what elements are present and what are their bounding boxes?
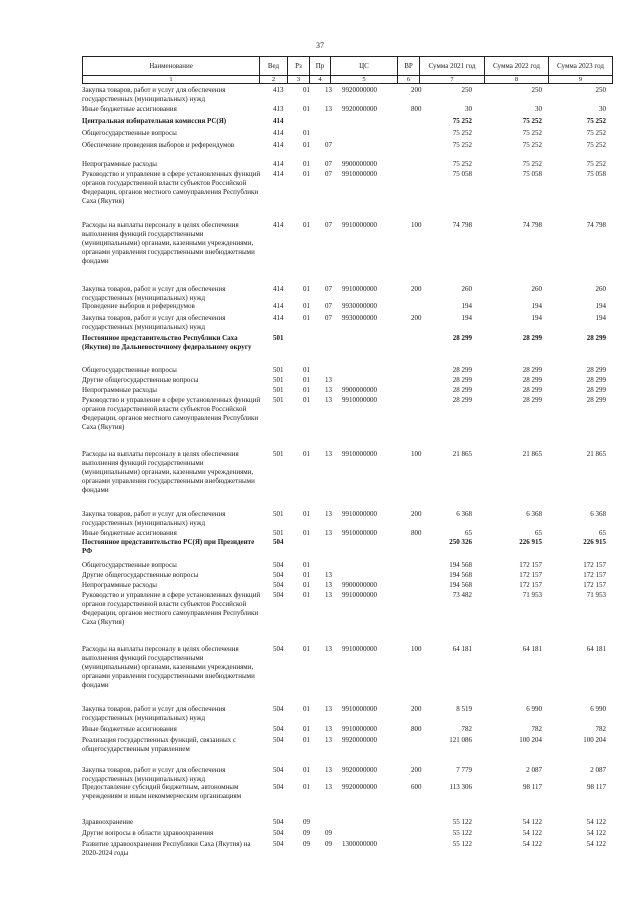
cell-ved: 504 <box>273 783 284 791</box>
cell-cs: 9910000000 <box>342 725 377 733</box>
cell-name: Иные бюджетные ассигнования <box>82 725 177 733</box>
cell-pr: 13 <box>325 86 332 94</box>
cell-ved: 504 <box>273 591 284 599</box>
cell-sum-2022: 28 299 <box>522 396 542 404</box>
cell-sum-2023: 100 204 <box>583 736 606 744</box>
cell-sum-2023: 194 <box>595 314 606 322</box>
cell-rz: 01 <box>303 645 310 653</box>
cell-vr: 200 <box>411 705 422 713</box>
cell-sum-2023: 75 058 <box>586 170 606 178</box>
cell-sum-2021: 113 306 <box>449 783 472 791</box>
cell-sum-2023: 98 117 <box>587 783 606 791</box>
cell-pr: 07 <box>325 314 332 322</box>
cell-name: Закупка товаров, работ и услуг для обеспечения государственных (муниципальных) нужд <box>82 766 226 783</box>
header-sum-2022: Сумма 2022 год <box>485 57 549 76</box>
page-number: 37 <box>316 41 324 50</box>
cell-sum-2021: 194 <box>461 314 472 322</box>
cell-sum-2023: 172 157 <box>583 571 606 579</box>
cell-pr: 13 <box>325 736 332 744</box>
cell-name: Другие общегосударственные вопросы <box>82 376 199 384</box>
cell-sum-2022: 75 252 <box>522 141 542 149</box>
cell-name: Расходы на выплаты персоналу в целях обеспечения выполнения функций государственными (муниципальными) органами, казенными учреждениями, органами управления государственными внебюджетными фондами <box>82 221 255 265</box>
cell-pr: 13 <box>325 783 332 791</box>
cell-rz: 01 <box>303 561 310 569</box>
cell-sum-2022: 74 798 <box>522 221 542 229</box>
cell-pr: 07 <box>325 141 332 149</box>
cell-sum-2023: 172 157 <box>583 561 606 569</box>
cell-sum-2021: 28 299 <box>452 366 472 374</box>
cell-ved: 414 <box>273 302 284 310</box>
cell-name: Другие общегосударственные вопросы <box>82 571 199 579</box>
cell-vr: 100 <box>411 450 422 458</box>
cell-name: Закупка товаров, работ и услуг для обеспечения государственных (муниципальных) нужд <box>82 510 226 527</box>
header-number: 2 <box>260 76 288 84</box>
cell-sum-2021: 121 086 <box>449 736 472 744</box>
cell-sum-2021: 782 <box>461 725 472 733</box>
cell-ved: 414 <box>273 285 284 293</box>
header-cs: ЦС <box>331 57 398 76</box>
cell-ved: 414 <box>273 160 284 168</box>
cell-pr: 13 <box>325 645 332 653</box>
cell-sum-2022: 172 157 <box>519 571 542 579</box>
cell-rz: 01 <box>303 766 310 774</box>
cell-cs: 9910000000 <box>342 396 377 404</box>
cell-sum-2023: 21 865 <box>586 450 606 458</box>
cell-vr: 100 <box>411 221 422 229</box>
cell-pr: 13 <box>325 591 332 599</box>
cell-sum-2023: 75 252 <box>586 160 606 168</box>
cell-name: Развитие здравоохранения Республики Саха (Якутия) на 2020-2024 годы <box>82 840 251 857</box>
header-rz: Рз <box>288 57 310 76</box>
cell-rz: 01 <box>303 705 310 713</box>
cell-sum-2021: 21 865 <box>452 450 472 458</box>
cell-pr: 07 <box>325 170 332 178</box>
cell-sum-2021: 64 181 <box>452 645 472 653</box>
cell-cs: 9930000000 <box>342 302 377 310</box>
cell-sum-2021: 28 299 <box>452 396 472 404</box>
cell-cs: 9910000000 <box>342 705 377 713</box>
cell-ved: 504 <box>273 581 284 589</box>
cell-name: Руководство и управление в сфере установленных функций органов государственной власти субъектов Российской Федерации, органов местного самоуправления Республики Саха (Якутия) <box>82 396 261 431</box>
cell-name: Центральная избирательная комиссия РС(Я) <box>82 117 227 125</box>
cell-sum-2021: 194 568 <box>449 581 472 589</box>
cell-cs: 9900000000 <box>342 386 377 394</box>
cell-name: Постоянное представительство РС(Я) при Президенте РФ <box>82 538 255 555</box>
cell-pr: 07 <box>325 160 332 168</box>
cell-cs: 9910000000 <box>342 170 377 178</box>
cell-name: Обеспечение проведения выборов и референдумов <box>82 141 235 149</box>
cell-sum-2021: 65 <box>465 529 472 537</box>
cell-sum-2021: 260 <box>461 285 472 293</box>
cell-vr: 800 <box>411 529 422 537</box>
cell-cs: 1300000000 <box>342 840 377 848</box>
cell-cs: 9930000000 <box>342 314 377 322</box>
cell-cs: 9920000000 <box>342 783 377 791</box>
cell-sum-2022: 98 117 <box>523 783 542 791</box>
cell-ved: 504 <box>273 645 284 653</box>
cell-sum-2023: 65 <box>599 529 606 537</box>
cell-sum-2021: 55 122 <box>452 818 472 826</box>
cell-sum-2021: 194 <box>461 302 472 310</box>
cell-sum-2022: 64 181 <box>522 645 542 653</box>
cell-rz: 01 <box>303 581 310 589</box>
cell-ved: 501 <box>273 386 284 394</box>
cell-sum-2022: 2 087 <box>526 766 542 774</box>
cell-ved: 504 <box>273 818 284 826</box>
cell-cs: 9920000000 <box>342 105 377 113</box>
cell-sum-2023: 6 990 <box>590 705 606 713</box>
cell-vr: 100 <box>411 645 422 653</box>
cell-sum-2022: 28 299 <box>522 376 542 384</box>
cell-sum-2022: 71 953 <box>522 591 542 599</box>
cell-ved: 501 <box>273 366 284 374</box>
cell-sum-2021: 75 058 <box>452 170 472 178</box>
cell-sum-2023: 64 181 <box>586 645 606 653</box>
cell-rz: 01 <box>303 366 310 374</box>
cell-pr: 13 <box>325 766 332 774</box>
cell-pr: 13 <box>325 529 332 537</box>
cell-rz: 01 <box>303 314 310 322</box>
cell-ved: 501 <box>273 334 284 342</box>
cell-sum-2021: 74 798 <box>452 221 472 229</box>
cell-sum-2022: 54 122 <box>522 829 542 837</box>
cell-sum-2023: 28 299 <box>586 366 606 374</box>
cell-sum-2021: 55 122 <box>452 829 472 837</box>
cell-name: Руководство и управление в сфере установленных функций органов государственной власти субъектов Российской Федерации, органов местного самоуправления Республики Саха (Якутия) <box>82 170 261 205</box>
cell-rz: 01 <box>303 450 310 458</box>
cell-sum-2022: 28 299 <box>522 334 542 342</box>
cell-vr: 200 <box>411 510 422 518</box>
cell-vr: 600 <box>411 783 422 791</box>
cell-cs: 9900000000 <box>342 581 377 589</box>
cell-sum-2022: 782 <box>531 725 542 733</box>
cell-pr: 13 <box>325 510 332 518</box>
cell-rz: 09 <box>303 829 310 837</box>
header-number: 7 <box>420 76 485 84</box>
cell-pr: 13 <box>325 571 332 579</box>
cell-sum-2023: 250 <box>595 86 606 94</box>
cell-vr: 200 <box>411 766 422 774</box>
cell-name: Закупка товаров, работ и услуг для обеспечения государственных (муниципальных) нужд <box>82 705 226 722</box>
cell-name: Расходы на выплаты персоналу в целях обеспечения выполнения функций государственными (муниципальными) органами, казенными учреждениями, органами управления государственными внебюджетными фондами <box>82 450 255 494</box>
cell-pr: 09 <box>325 829 332 837</box>
cell-rz: 01 <box>303 170 310 178</box>
cell-ved: 504 <box>273 571 284 579</box>
cell-name: Непрограммные расходы <box>82 386 157 394</box>
cell-pr: 13 <box>325 396 332 404</box>
cell-rz: 01 <box>303 736 310 744</box>
cell-rz: 01 <box>303 285 310 293</box>
cell-sum-2021: 28 299 <box>452 334 472 342</box>
cell-cs: 9900000000 <box>342 160 377 168</box>
cell-rz: 01 <box>303 725 310 733</box>
cell-sum-2022: 28 299 <box>522 386 542 394</box>
cell-sum-2021: 250 326 <box>449 538 472 546</box>
cell-sum-2022: 54 122 <box>522 840 542 848</box>
cell-ved: 504 <box>273 561 284 569</box>
header-number: 8 <box>485 76 549 84</box>
cell-ved: 414 <box>273 129 284 137</box>
cell-sum-2022: 54 122 <box>522 818 542 826</box>
cell-cs: 9910000000 <box>342 645 377 653</box>
cell-sum-2022: 6 368 <box>526 510 542 518</box>
cell-ved: 414 <box>273 117 284 125</box>
cell-cs: 9910000000 <box>342 285 377 293</box>
cell-sum-2023: 28 299 <box>586 376 606 384</box>
cell-rz: 01 <box>303 591 310 599</box>
cell-sum-2023: 74 798 <box>586 221 606 229</box>
cell-sum-2021: 75 252 <box>452 160 472 168</box>
cell-name: Закупка товаров, работ и услуг для обеспечения государственных (муниципальных) нужд <box>82 285 226 302</box>
cell-sum-2021: 250 <box>461 86 472 94</box>
cell-ved: 504 <box>273 705 284 713</box>
cell-sum-2022: 65 <box>535 529 542 537</box>
cell-sum-2021: 8 519 <box>456 705 472 713</box>
cell-ved: 501 <box>273 529 284 537</box>
cell-sum-2023: 2 087 <box>590 766 606 774</box>
cell-cs: 9920000000 <box>342 766 377 774</box>
cell-cs: 9910000000 <box>342 221 377 229</box>
cell-sum-2021: 194 568 <box>449 561 472 569</box>
cell-cs: 9910000000 <box>342 510 377 518</box>
cell-sum-2022: 260 <box>531 285 542 293</box>
header-number: 3 <box>288 76 310 84</box>
cell-name: Предоставление субсидий бюджетным, автономным учреждениям и иным некоммерческим организациям <box>82 783 242 800</box>
cell-rz: 01 <box>303 221 310 229</box>
cell-sum-2023: 71 953 <box>586 591 606 599</box>
cell-vr: 200 <box>411 86 422 94</box>
cell-pr: 07 <box>325 302 332 310</box>
cell-sum-2021: 73 482 <box>452 591 472 599</box>
cell-name: Иные бюджетные ассигнования <box>82 105 177 113</box>
cell-ved: 501 <box>273 450 284 458</box>
cell-rz: 01 <box>303 141 310 149</box>
cell-rz: 01 <box>303 529 310 537</box>
cell-name: Проведение выборов и референдумов <box>82 302 195 310</box>
cell-cs: 9920000000 <box>342 86 377 94</box>
cell-ved: 414 <box>273 314 284 322</box>
cell-sum-2021: 28 299 <box>452 376 472 384</box>
cell-name: Реализация государственных функций, связанных с общегосударственным управлением <box>82 736 237 753</box>
cell-rz: 01 <box>303 160 310 168</box>
cell-rz: 01 <box>303 129 310 137</box>
cell-sum-2022: 172 157 <box>519 581 542 589</box>
cell-sum-2022: 194 <box>531 302 542 310</box>
header-ved: Вед <box>260 57 288 76</box>
cell-pr: 13 <box>325 450 332 458</box>
cell-sum-2023: 28 299 <box>586 396 606 404</box>
cell-cs: 9910000000 <box>342 529 377 537</box>
cell-pr: 13 <box>325 581 332 589</box>
cell-name: Закупка товаров, работ и услуг для обеспечения государственных (муниципальных) нужд <box>82 314 226 331</box>
cell-sum-2022: 100 204 <box>519 736 542 744</box>
cell-ved: 413 <box>273 105 284 113</box>
header-number: 1 <box>83 76 260 84</box>
cell-cs: 9910000000 <box>342 450 377 458</box>
cell-name: Непрограммные расходы <box>82 160 157 168</box>
cell-sum-2023: 226 915 <box>583 538 606 546</box>
cell-sum-2022: 75 252 <box>522 129 542 137</box>
cell-ved: 504 <box>273 725 284 733</box>
cell-name: Расходы на выплаты персоналу в целях обеспечения выполнения функций государственными (муниципальными) органами, казенными учреждениями, органами управления государственными внебюджетными фондами <box>82 645 255 689</box>
cell-sum-2022: 6 990 <box>526 705 542 713</box>
cell-name: Закупка товаров, работ и услуг для обеспечения государственных (муниципальных) нужд <box>82 86 226 103</box>
header-sum-2023: Сумма 2023 год <box>549 57 613 76</box>
cell-sum-2022: 226 915 <box>519 538 542 546</box>
cell-rz: 01 <box>303 396 310 404</box>
cell-ved: 504 <box>273 829 284 837</box>
cell-pr: 07 <box>325 221 332 229</box>
cell-sum-2023: 194 <box>595 302 606 310</box>
cell-sum-2022: 28 299 <box>522 366 542 374</box>
header-vr: ВР <box>398 57 420 76</box>
cell-vr: 200 <box>411 314 422 322</box>
cell-name: Иные бюджетные ассигнования <box>82 529 177 537</box>
cell-pr: 13 <box>325 105 332 113</box>
header-pr: Пр <box>310 57 331 76</box>
cell-sum-2023: 75 252 <box>586 129 606 137</box>
cell-sum-2022: 30 <box>535 105 542 113</box>
cell-sum-2022: 194 <box>531 314 542 322</box>
header-name: Наименование <box>83 57 260 76</box>
cell-name: Общегосударственные вопросы <box>82 129 177 137</box>
cell-sum-2022: 250 <box>531 86 542 94</box>
cell-name: Непрограммные расходы <box>82 581 157 589</box>
cell-cs: 9920000000 <box>342 736 377 744</box>
cell-pr: 13 <box>325 705 332 713</box>
cell-sum-2021: 55 122 <box>452 840 472 848</box>
cell-sum-2023: 75 252 <box>586 141 606 149</box>
cell-sum-2023: 30 <box>599 105 606 113</box>
cell-sum-2023: 172 157 <box>583 581 606 589</box>
cell-rz: 01 <box>303 105 310 113</box>
cell-sum-2021: 30 <box>465 105 472 113</box>
cell-sum-2021: 75 252 <box>452 129 472 137</box>
cell-ved: 501 <box>273 396 284 404</box>
cell-pr: 13 <box>325 725 332 733</box>
cell-rz: 01 <box>303 302 310 310</box>
cell-name: Общегосударственные вопросы <box>82 561 177 569</box>
cell-name: Здравоохранение <box>82 818 134 826</box>
cell-sum-2021: 7 779 <box>456 766 472 774</box>
header-number: 5 <box>331 76 398 84</box>
cell-sum-2022: 21 865 <box>522 450 542 458</box>
cell-vr: 800 <box>411 725 422 733</box>
cell-rz: 01 <box>303 386 310 394</box>
cell-rz: 01 <box>303 571 310 579</box>
cell-sum-2021: 28 299 <box>452 386 472 394</box>
cell-sum-2021: 194 568 <box>449 571 472 579</box>
cell-ved: 504 <box>273 538 284 546</box>
cell-sum-2023: 28 299 <box>586 334 606 342</box>
cell-sum-2023: 28 299 <box>586 386 606 394</box>
cell-ved: 414 <box>273 221 284 229</box>
cell-sum-2022: 75 058 <box>522 170 542 178</box>
cell-sum-2023: 75 252 <box>586 117 606 125</box>
header-number: 4 <box>310 76 331 84</box>
cell-rz: 01 <box>303 510 310 518</box>
cell-vr: 800 <box>411 105 422 113</box>
cell-sum-2023: 260 <box>595 285 606 293</box>
cell-rz: 01 <box>303 86 310 94</box>
cell-sum-2023: 782 <box>595 725 606 733</box>
cell-name: Общегосударственные вопросы <box>82 366 177 374</box>
cell-pr: 13 <box>325 376 332 384</box>
cell-sum-2021: 6 368 <box>456 510 472 518</box>
cell-rz: 01 <box>303 783 310 791</box>
cell-ved: 501 <box>273 376 284 384</box>
cell-rz: 09 <box>303 818 310 826</box>
cell-vr: 200 <box>411 285 422 293</box>
cell-ved: 501 <box>273 510 284 518</box>
cell-sum-2022: 75 252 <box>522 117 542 125</box>
cell-sum-2022: 172 157 <box>519 561 542 569</box>
cell-ved: 504 <box>273 840 284 848</box>
header-number: 6 <box>398 76 420 84</box>
cell-rz: 01 <box>303 376 310 384</box>
cell-pr: 09 <box>325 840 332 848</box>
header-sum-2021: Сумма 2021 год <box>420 57 485 76</box>
cell-sum-2023: 6 368 <box>590 510 606 518</box>
cell-sum-2021: 75 252 <box>452 141 472 149</box>
cell-rz: 09 <box>303 840 310 848</box>
cell-ved: 414 <box>273 170 284 178</box>
header-number: 9 <box>549 76 613 84</box>
cell-sum-2023: 54 122 <box>586 840 606 848</box>
cell-pr: 07 <box>325 285 332 293</box>
cell-ved: 504 <box>273 766 284 774</box>
cell-name: Постоянное представительство Республики Саха (Якутия) по Дальневосточному федеральному округу <box>82 334 252 351</box>
cell-name: Руководство и управление в сфере установленных функций органов государственной власти субъектов Российской Федерации, органов местного самоуправления Республики Саха (Якутия) <box>82 591 261 626</box>
cell-sum-2022: 75 252 <box>522 160 542 168</box>
cell-sum-2021: 75 252 <box>452 117 472 125</box>
cell-sum-2023: 54 122 <box>586 829 606 837</box>
cell-ved: 414 <box>273 141 284 149</box>
cell-pr: 13 <box>325 386 332 394</box>
cell-ved: 504 <box>273 736 284 744</box>
cell-ved: 413 <box>273 86 284 94</box>
cell-sum-2023: 54 122 <box>586 818 606 826</box>
cell-name: Другие вопросы в области здравоохранения <box>82 829 214 837</box>
cell-cs: 9910000000 <box>342 591 377 599</box>
